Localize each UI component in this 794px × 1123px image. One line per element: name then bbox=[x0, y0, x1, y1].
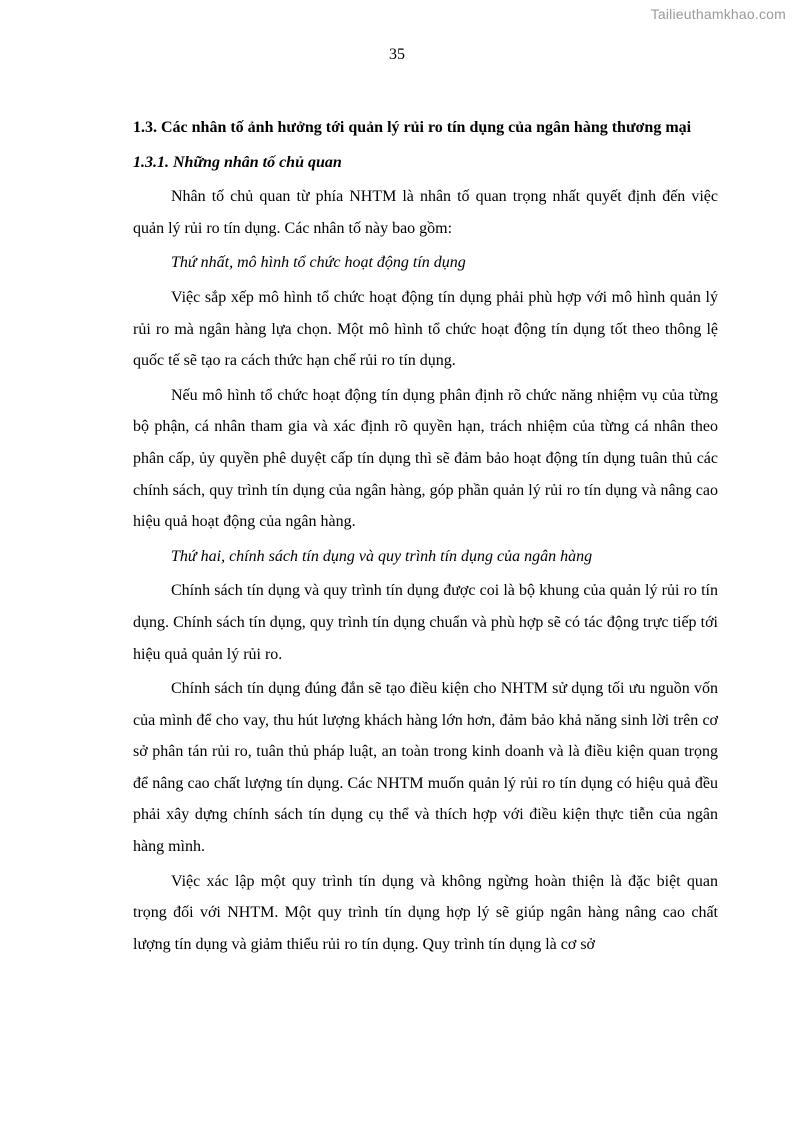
paragraph: Việc xác lập một quy trình tín dụng và không ngừng hoàn thiện là đặc biệt quan trọng đối với NHTM. Một quy trình tín dụng hợp lý sẽ giúp ngân hàng nâng cao chất lượng tín dụng và giảm thiểu rủi ro tín dụng. Quy trình tín dụng là cơ sở bbox=[133, 872, 718, 953]
paragraph: Chính sách tín dụng đúng đắn sẽ tạo điều kiện cho NHTM sử dụng tối ưu nguồn vốn của mình để cho vay, thu hút lượng khách hàng lớn hơn, đảm bảo khả năng sinh lời trên cơ sở phân tán rủi ro, tuân thủ pháp luật, an toàn trong kinh doanh và là điều kiện quan trọng để nâng cao chất lượng tín dụng. Các NHTM muốn quản lý rủi ro tín dụng có hiệu quả đều phải xây dựng chính sách tín dụng cụ thể và thích hợp với điều kiện thực tiễn của ngân hàng mình. bbox=[133, 680, 718, 856]
paragraph-intro: Nhân tố chủ quan từ phía NHTM là nhân tố quan trọng nhất quyết định đến việc quản lý rủi ro tín dụng. Các nhân tố này bao gồm: bbox=[133, 188, 718, 237]
section-title: 1.3. Các nhân tố ảnh hưởng tới quản lý rủi ro tín dụng của ngân hàng thương mại bbox=[133, 119, 692, 136]
page-number: 35 bbox=[389, 46, 405, 63]
paragraph: Việc sắp xếp mô hình tổ chức hoạt động tín dụng phải phù hợp với mô hình quản lý rủi ro mà ngân hàng lựa chọn. Một mô hình tổ chức hoạt động tín dụng tốt theo thông lệ quốc tế sẽ tạo ra cách thức hạn chế rủi ro tín dụng. bbox=[133, 288, 718, 370]
document-body bbox=[133, 112, 718, 963]
factor-heading-2: Thứ hai, chính sách tín dụng và quy trình tín dụng của ngân hàng bbox=[171, 547, 593, 565]
paragraph: Nếu mô hình tổ chức hoạt động tín dụng phân định rõ chức năng nhiệm vụ của từng bộ phận, cá nhân tham gia và xác định rõ quyền hạn, trách nhiệm của từng cá nhân theo phân cấp, ủy quyền phê duyệt cấp tín dụng thì sẽ đảm bảo hoạt động tín dụng tuân thủ các chính sách, quy trình tín dụng của ngân hàng, góp phần quản lý rủi ro tín dụng và nâng cao hiệu quả hoạt động của ngân hàng. bbox=[133, 386, 718, 531]
watermark: Tailieuthamkhao.com bbox=[650, 6, 786, 22]
factor-heading-1: Thứ nhất, mô hình tổ chức hoạt động tín dụng bbox=[171, 254, 466, 272]
subsection-title: 1.3.1. Những nhân tố chủ quan bbox=[133, 153, 342, 171]
paragraph: Chính sách tín dụng và quy trình tín dụng được coi là bộ khung của quản lý rủi ro tín dụng. Chính sách tín dụng, quy trình tín dụng chuẩn và phù hợp sẽ có tác động trực tiếp tới hiệu quả quản lý rủi ro. bbox=[133, 582, 718, 663]
